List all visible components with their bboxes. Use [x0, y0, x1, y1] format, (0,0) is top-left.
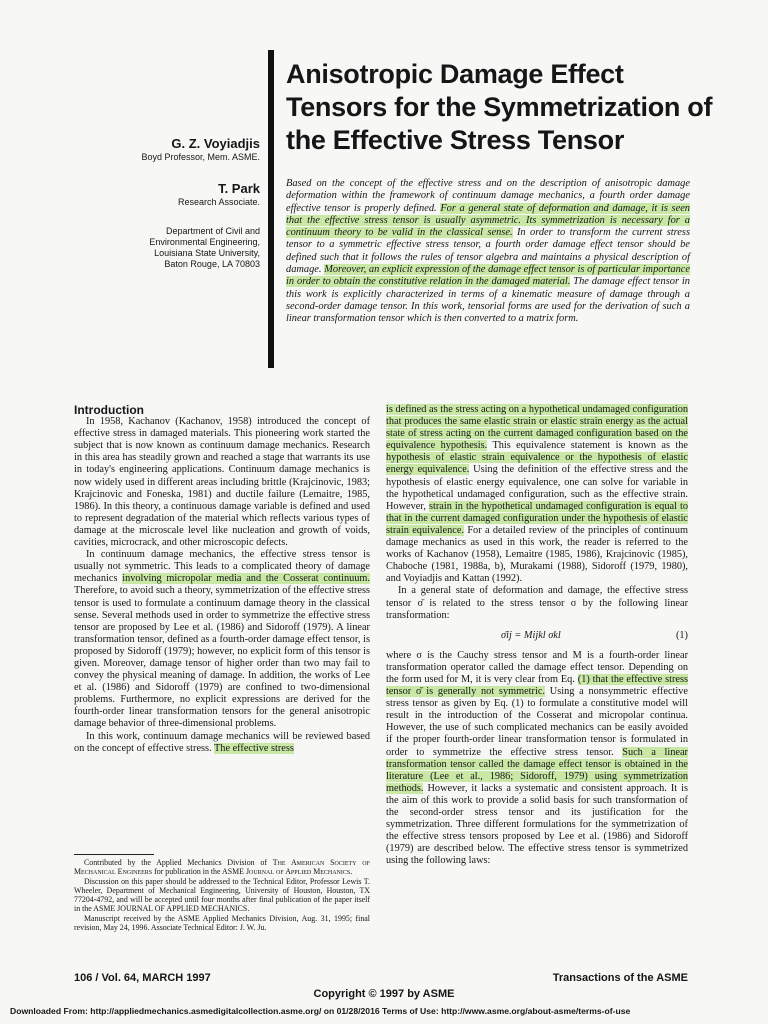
right-paragraph-3 [386, 650, 688, 868]
right-paragraph-2: In a general state of deformation and damage, the effective stress tensor σ̄ is related to the stress tensor σ by the following linear transformation: [386, 585, 688, 621]
equation-1-number: (1) [675, 629, 688, 641]
equation-1-formula: σ̄ij = Mijkl σkl [501, 629, 561, 641]
right-p1-highlight-1: is defined as the stress acting on a hypothetical undamaged configuration that produces the same elastic strain or elastic strain energy as the actual state of stress acting on the current damaged configuration based on the equivalence hypothesis. [386, 404, 688, 452]
right-p3-highlight-1: (1) that the effective stress tensor σ̄ is generally not symmetric. [386, 673, 689, 698]
department-line-3: Louisiana State University, [154, 248, 260, 258]
footnote-1-society: The American Society of Mechanical Engineers [74, 858, 370, 877]
right-p3-highlight-2: Such a linear transformation tensor called the damage effect tensor is obtained in the literature (Lee et al., 1986; Sidoroff, 1979) using symmetrization methods. [386, 746, 688, 794]
left-column [74, 404, 370, 755]
department-line-2: Environmental Engineering, [149, 237, 260, 247]
footnote-rule [74, 854, 154, 855]
abstract [286, 178, 690, 326]
intro-paragraph-3 [74, 731, 370, 755]
abstract-highlight-1: For a general state of deformation and damage, it is seen that the effective stress tensor is usually asymmetric. Its symmetrization is necessary for a continuum theory to be valid in the classical sense. [286, 202, 690, 239]
equation-1 [386, 630, 688, 642]
journal-name: Transactions of the ASME [552, 972, 688, 984]
footnote-3: Manuscript received by the ASME Applied Mechanics Division, Aug. 31, 1995; final revision, May 24, 1996. Associate Technical Editor: J. W. Ju. [74, 913, 370, 933]
paper-title: Anisotropic Damage Effect Tensors for the Symmetrization of the Effective Stress Tensor [286, 59, 713, 155]
author-name-1: G. Z. Voyiadjis [171, 136, 260, 151]
author-affiliation-1: Boyd Professor, Mem. ASME. [141, 152, 260, 162]
intro-p3-text: In this work, continuum damage mechanics will be reviewed based on the concept of effective stress. [74, 730, 370, 754]
right-column [386, 404, 688, 867]
abstract-text-1: Based on the concept of the effective stress and on the description of anisotropic damage deformation within the framework of continuum damage mechanics, a fourth order damage effective tensor is properly defined. [286, 178, 690, 214]
download-notice: Downloaded From: http://appliedmechanics.asmedigitalcollection.asme.org/ on 01/28/2016 Terms of Use: http://www.asme.org/about-asme/terms-of-use [10, 1006, 631, 1016]
author-block [60, 136, 260, 270]
footnote-1-journal: Journal of Applied Mechanics. [245, 867, 353, 877]
footnote-1-text-a: Contributed by the Applied Mechanics Division of [84, 858, 273, 867]
right-p1-text-c: For a detailed review of the principles of continuum damage mechanics as used in this work, the reader is referred to the works of Kachanov (1958), Lemaitre (1985, 1986), Krajcinovic (1985), Chaboche (1981, 1988a, b), Murakami (1988), Sidoroff (1979, 1980), and Voyiadjis and Kattan (1992). [386, 524, 688, 585]
footnote-1 [74, 858, 370, 877]
footnote-1-text-b: for publication in the ASME [152, 867, 246, 877]
footnotes [74, 858, 370, 932]
intro-p2-text-b: Therefore, to avoid such a theory, symmetrization of the effective stress tensor is used to formulate a continuum damage theory in the classical sense. Several methods used in order to symmetrize the effective stress tensor are proposed by Lee et al. (1986) and Sidoroff (1979). A linear transformation tensor, defined as a fourth-order damage effect tensor, is proposed by Sidoroff (1979); however, no explicit form of this tensor is given. Moreover, damage tensor of higher order than two may fail to convey the physical meaning of damage. In addition, the works of Lee et al. (1986) and Sidoroff (1979) are confined to two-dimensional problems. Furthermore, no explicit expressions are derived for the fourth-order linear transformation tensors for the general anisotropic damage behavior of three-dimensional problems. [74, 585, 370, 730]
intro-paragraph-1: In 1958, Kachanov (Kachanov, 1958) introduced the concept of effective stress in damaged materials. This pioneering work started the subject that is now known as continuum damage mechanics. Research in this area has steadily grown and reached a stage that warrants its use in today's engineering applications. Continuum damage mechanics is now widely used in different areas including brittle (Krajcinovic, 1983; Krajcinovic and Foneska, 1981) and ductile failure (Lemaitre, 1985, 1986). In this theory, a continuous damage variable is defined and used to represent degradation of the material which reflects various types of damage at the microscale level like nucleation and growth of voids, cavities, microcrack, and other microscopic defects. [74, 416, 370, 549]
author-name-2: T. Park [218, 181, 260, 196]
title-divider-bar [268, 50, 274, 368]
right-p1-highlight-2: hypothesis of elastic strain equivalence or the hypothesis of elastic energy equivalence. [386, 452, 688, 476]
right-p3-text-a: where σ is the Cauchy stress tensor and M is a fourth-order linear transformation operator called the damage effect tensor. Depending on the form used for M, it is very clear from Eq. [386, 649, 688, 685]
abstract-highlight-2: Moreover, an explicit expression of the damage effect tensor is of particular importance in order to obtain the constitutive relation in the damaged material. [286, 264, 691, 288]
abstract-text-3: The damage effect tensor in this work is explicitly characterized in terms of a kinematic measure of damage through a second-order damage tensor. In this work, tensorial forms are used for the derivation of such a linear transformation tensor which is then converted to a matrix form. [286, 276, 690, 325]
intro-paragraph-2 [74, 549, 370, 730]
section-heading-introduction: Introduction [74, 403, 144, 417]
right-p1-highlight-3: strain in the hypothetical undamaged configuration is equal to that in the current damaged configuration under the hypothesis of elastic strain equivalence. [386, 500, 688, 536]
right-p3-text-c: However, it lacks a systematic and consistent approach. It is the aim of this work to provide a solid basis for such transformation of the second-order stress tensor and its justification for the symmetrization. Three different formulations for the symmetrization of the effective stress tensors proposed by Lee et al. (1986) and Sidoroff (1979) are described below. The effective stress tensor is symmetrized using the following laws: [386, 782, 688, 867]
right-p1-text-a: This equivalence statement is known as the [487, 440, 688, 452]
intro-p3-highlight: The effective stress [214, 742, 294, 754]
right-p1-text-b: Using the definition of the effective stress and the hypothesis of elastic energy equivalence, one can solve for variable in the hypothetical undamaged configuration, such as the effective strain. However, [386, 464, 688, 512]
author-affiliation-2: Research Associate. [177, 197, 260, 207]
page-number: 106 / Vol. 64, MARCH 1997 [74, 972, 211, 984]
abstract-text-2: In order to transform the current stress tensor to a symmetric effective stress tensor, a fourth order damage effect tensor should be defined such that it follows the rules of tensor algebra and maintains a physical description of damage. [286, 227, 690, 276]
copyright-line: Copyright © 1997 by ASME [313, 988, 455, 1000]
department-line-4: Baton Rouge, LA 70803 [164, 259, 260, 269]
department-line-1: Department of Civil and [165, 226, 260, 236]
intro-p2-text-a: In continuum damage mechanics, the effective stress tensor is usually not symmetric. This leads to a complicated theory of damage mechanics [74, 549, 370, 585]
intro-p2-highlight: involving micropolar media and the Cosserat continuum. [122, 573, 370, 585]
right-p3-text-b: Using a nonsymmetric effective stress tensor as given by Eq. (1) to formulate a constitutive model will result in the introduction of the Cosserat and micropolar continua. However, the use of such complicated mechanics can be easily avoided if the proper fourth-order linear transformation tensor is formulated in order to symmetrize the effective stress tensor. [386, 686, 688, 758]
footnote-2: Discussion on this paper should be addressed to the Technical Editor, Professor Lewis T. Wheeler, Department of Mechanical Engineering, University of Houston, Houston, TX 77204-4792, and will be accepted until four months after final publication of the paper itself in the ASME JOURNAL OF APPLIED MECHANICS. [74, 876, 370, 914]
right-paragraph-1 [386, 404, 688, 585]
